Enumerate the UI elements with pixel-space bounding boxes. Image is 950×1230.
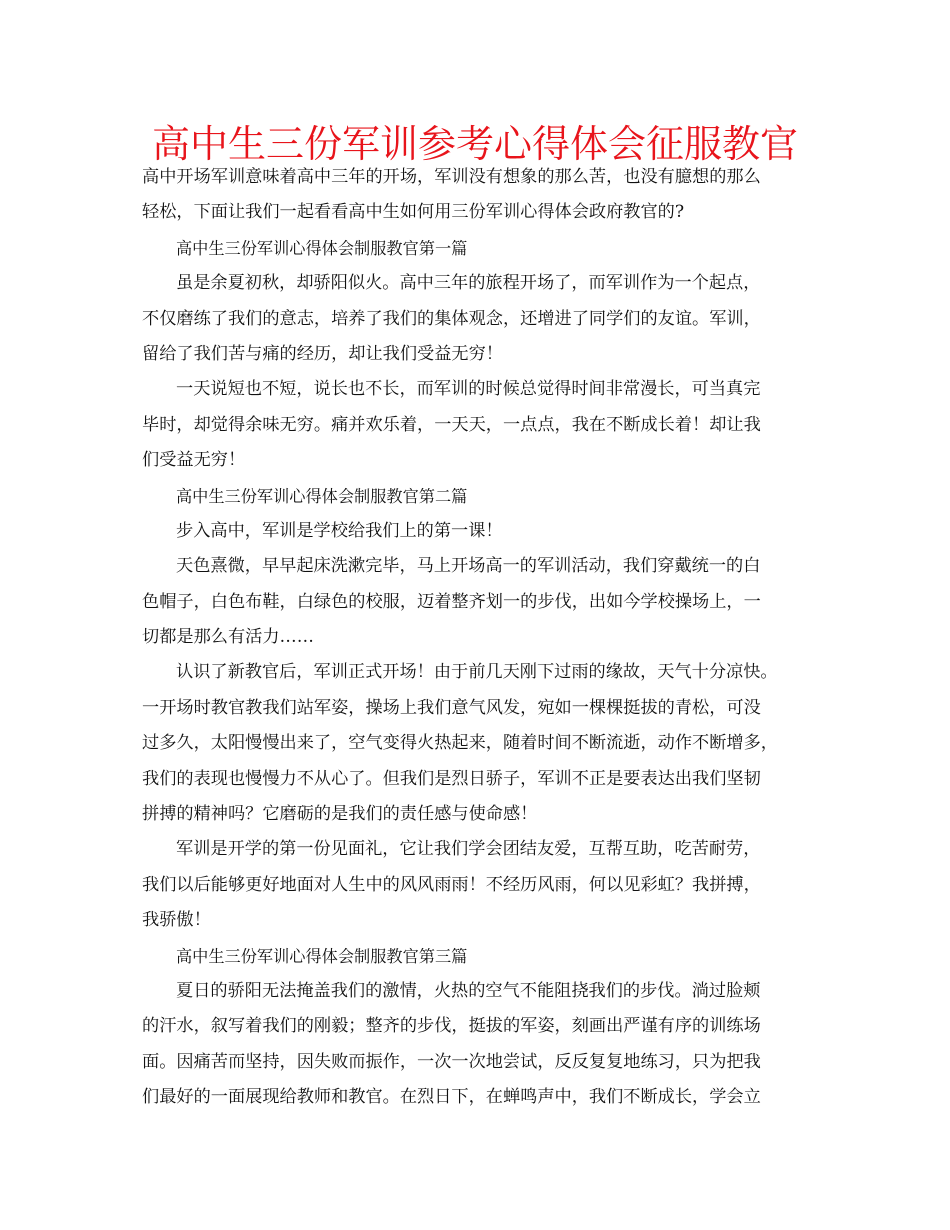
paragraph-line: 过多久，太阳慢慢出来了，空气变得火热起来，随着时间不断流逝，动作不断增多， — [142, 733, 778, 754]
paragraph-line: 一天说短也不短，说长也不长，而军训的时候总觉得时间非常漫长，可当真完 — [176, 379, 761, 400]
paragraph-line: 步入高中，军训是学校给我们上的第一课！ — [176, 520, 503, 541]
paragraph-line: 拼搏的精神吗？它磨砺的是我们的责任感与使命感！ — [142, 804, 538, 825]
section-heading: 高中生三份军训心得体会制服教官第一篇 — [176, 238, 468, 258]
paragraph-line: 轻松，下面让我们一起看看高中生如何用三份军训心得体会政府教官的? — [142, 202, 685, 223]
paragraph-line: 色帽子，白色布鞋，白绿色的校服，迈着整齐划一的步伐，出如今学校操场上，一 — [142, 591, 761, 612]
paragraph-line: 天色熹微，早早起床洗漱完毕，马上开场高一的军训活动，我们穿戴统一的白 — [176, 556, 761, 577]
paragraph-line: 留给了我们苦与痛的经历，却让我们受益无穷！ — [142, 343, 503, 364]
paragraph-line: 我们以后能够更好地面对人生中的风风雨雨！不经历风雨，何以见彩虹？我拼搏， — [142, 874, 761, 895]
paragraph-line: 认识了新教官后，军训正式开场！由于前几天刚下过雨的缘故，天气十分凉快。 — [176, 662, 778, 683]
section-heading: 高中生三份军训心得体会制服教官第二篇 — [176, 486, 468, 506]
paragraph-line: 不仅磨练了我们的意志，培养了我们的集体观念，还增进了同学们的友谊。军训， — [142, 308, 761, 329]
paragraph-line: 们最好的一面展现给教师和教官。在烈日下，在蝉鸣声中，我们不断成长，学会立 — [142, 1087, 761, 1108]
paragraph-line: 虽是余夏初秋，却骄阳似火。高中三年的旅程开场了，而军训作为一个起点， — [176, 273, 761, 294]
paragraph-line: 夏日的骄阳无法掩盖我们的激情，火热的空气不能阻挠我们的步伐。淌过脸颊 — [176, 980, 761, 1001]
paragraph-line: 高中开场军训意味着高中三年的开场，军训没有想象的那么苦，也没有臆想的那么 — [142, 167, 761, 187]
paragraph-line: 毕时，却觉得余味无穷。痛并欢乐着，一天天，一点点，我在不断成长着！却让我 — [142, 414, 761, 435]
section-heading: 高中生三份军训心得体会制服教官第三篇 — [176, 946, 468, 966]
paragraph-line: 军训是开学的第一份见面礼，它让我们学会团结友爱，互帮互助，吃苦耐劳， — [176, 839, 761, 860]
paragraph-line: 切都是那么有活力…… — [142, 627, 314, 648]
paragraph-line: 我们的表现也慢慢力不从心了。但我们是烈日骄子，军训不正是要表达出我们坚韧 — [142, 768, 761, 789]
paragraph-line: 一开场时教官教我们站军姿，操场上我们意气风发，宛如一棵棵挺拔的青松，可没 — [142, 697, 761, 718]
document-body — [142, 160, 832, 1116]
paragraph-line: 面。因痛苦而坚持，因失败而振作，一次一次地尝试，反反复复地练习，只为把我 — [142, 1051, 761, 1072]
paragraph-line: 我骄傲！ — [142, 910, 211, 931]
paragraph-line: 们受益无穷！ — [142, 450, 246, 471]
document-title: 高中生三份军训参考心得体会征服教官 — [151, 122, 798, 166]
paragraph-line: 的汗水，叙写着我们的刚毅；整齐的步伐，挺拔的军姿，刻画出严谨有序的训练场 — [142, 1016, 761, 1037]
